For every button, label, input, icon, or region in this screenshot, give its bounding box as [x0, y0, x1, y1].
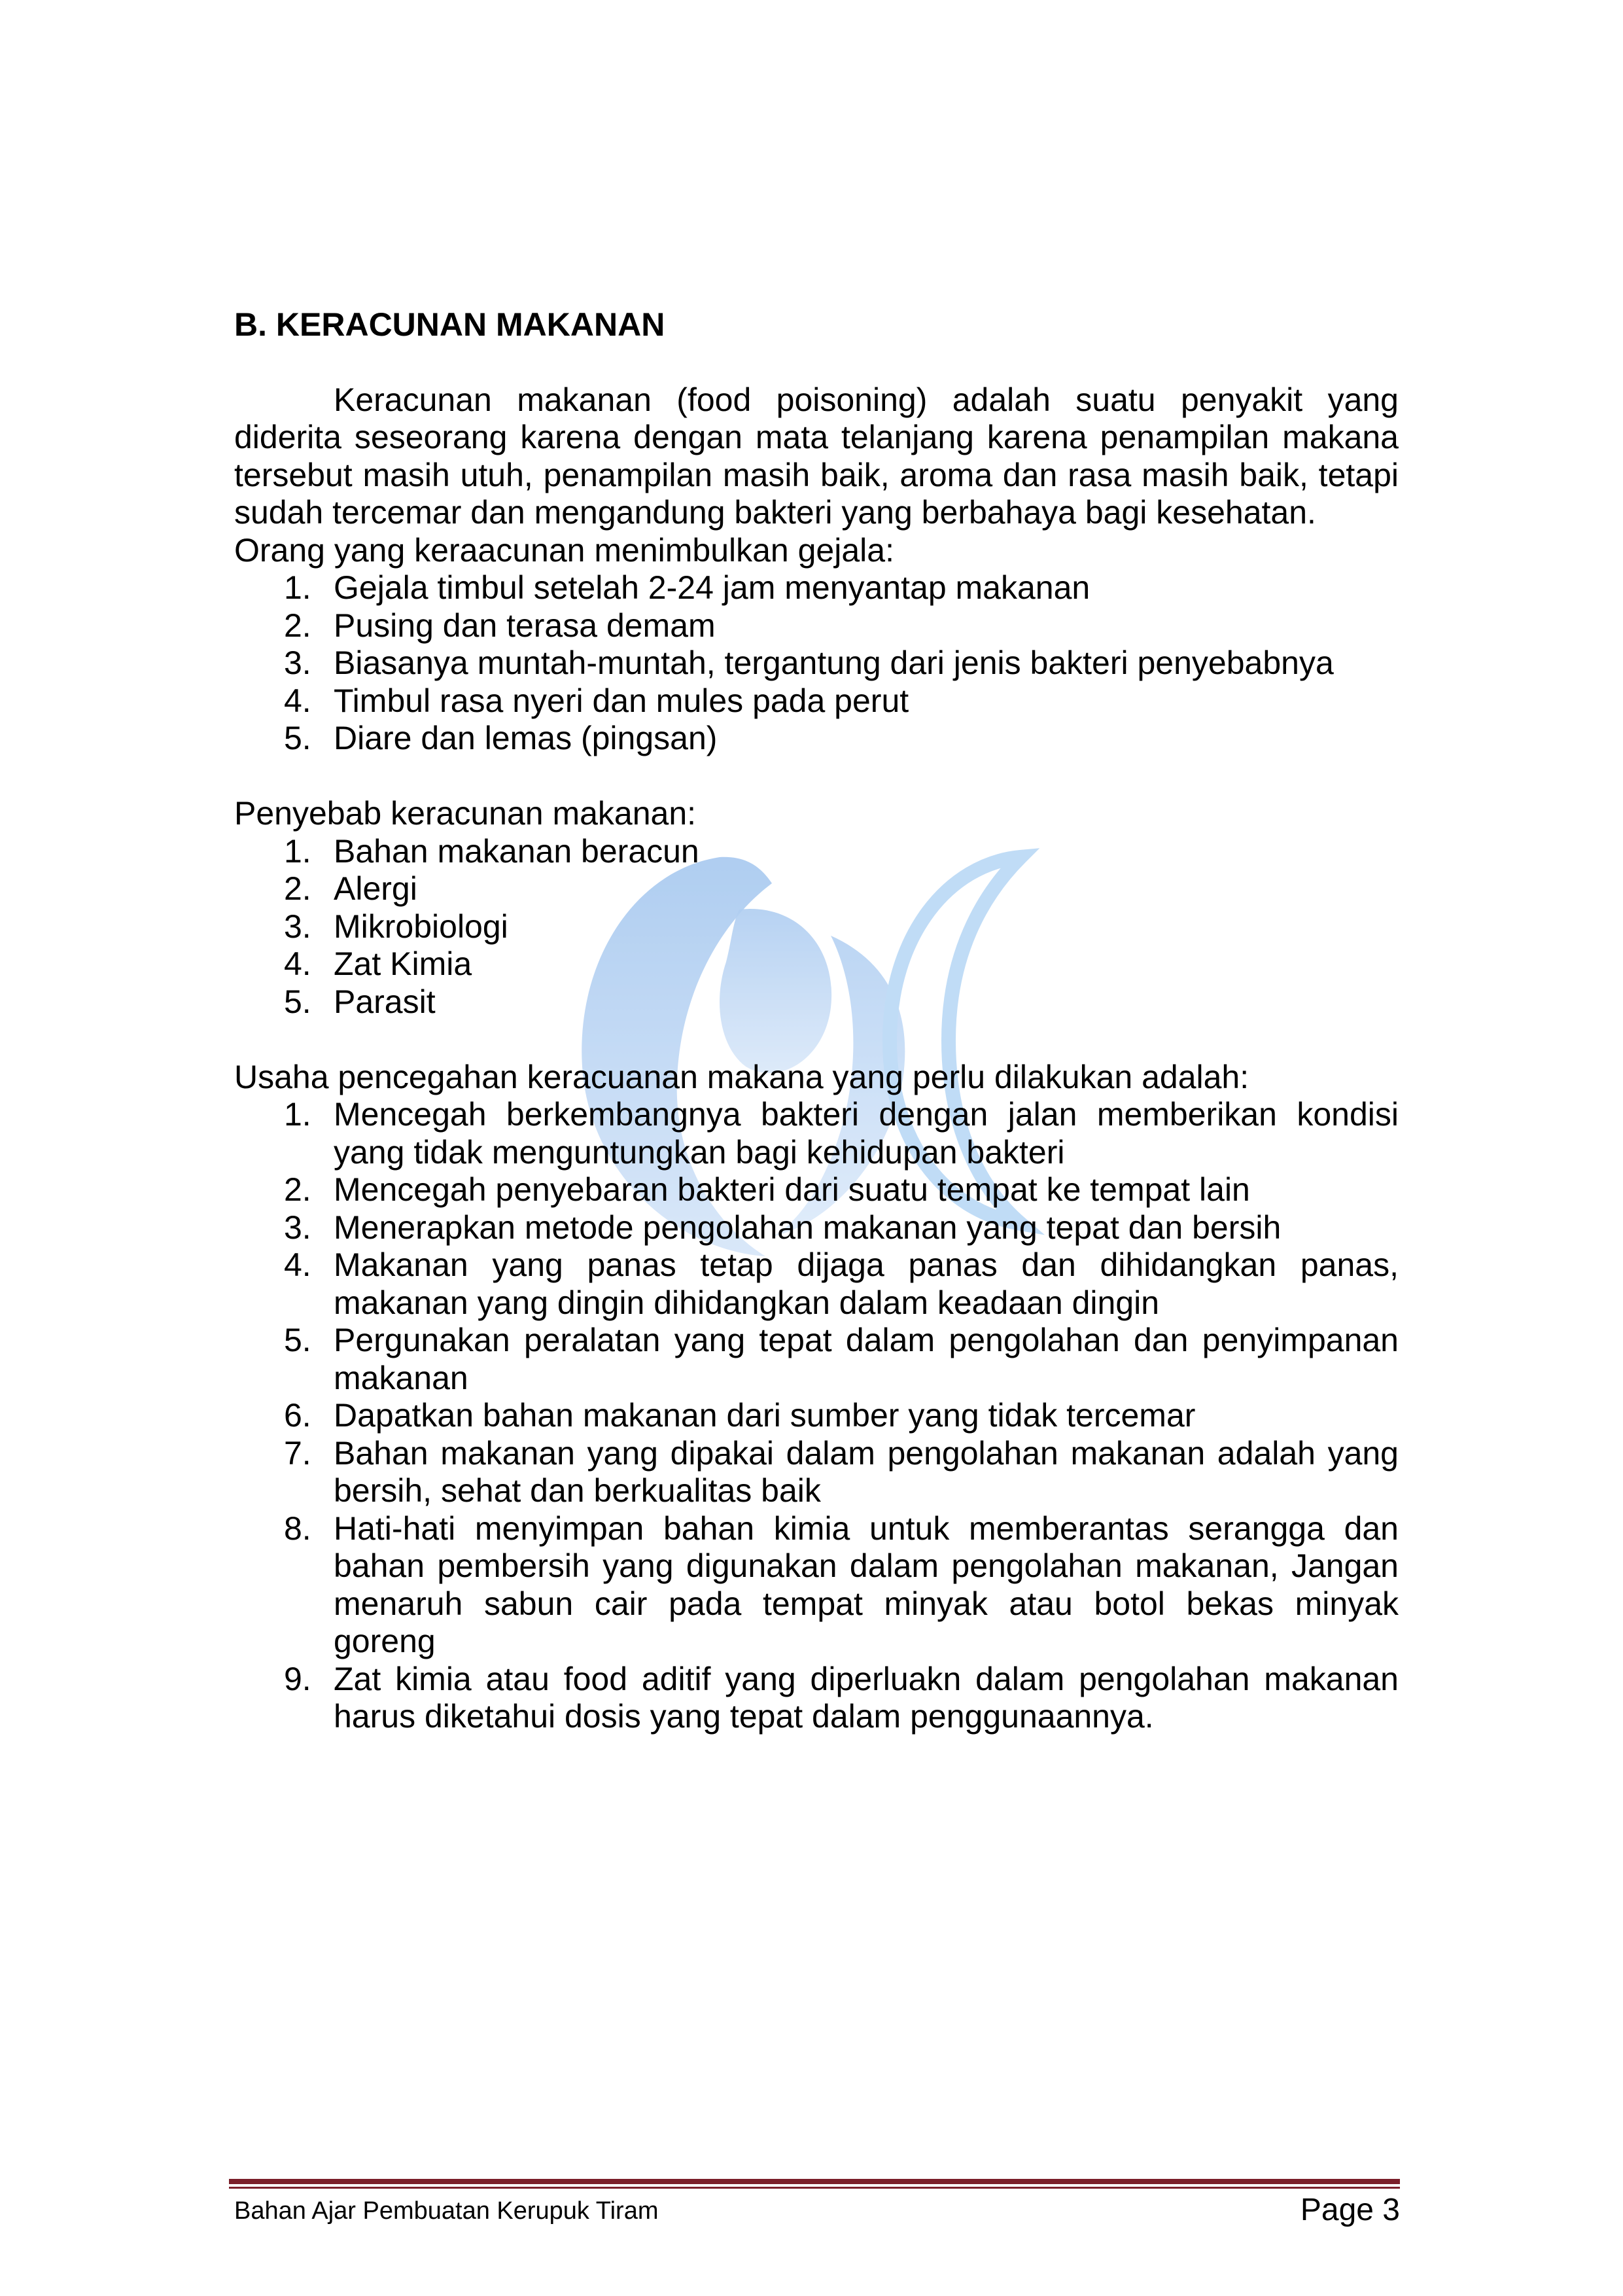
page-number: Page 3 [1300, 2193, 1400, 2227]
list-item [234, 983, 1399, 1021]
list-text: Hati-hati menyimpan bahan kimia untuk memberantas serangga dan bahan pembersih yang digunakan dalam pengolahan makanan, Jangan menaruh sabun cair pada tempat minyak atau botol bekas minyak goreng [334, 1510, 1399, 1659]
causes-lead: Penyebab keracunan makanan: [234, 795, 697, 832]
footer-divider [229, 2179, 1400, 2189]
list-number: 5. [284, 983, 311, 1020]
causes-list [234, 833, 1399, 1021]
list-text: Gejala timbul setelah 2-24 jam menyantap makanan [334, 569, 1091, 606]
footer-rule-thin [229, 2187, 1400, 2189]
list-number: 1. [284, 832, 311, 870]
prevention-list [234, 1096, 1399, 1736]
list-number: 3. [284, 1209, 311, 1246]
list-number: 1. [284, 569, 311, 606]
list-text: Pusing dan terasa demam [334, 607, 716, 644]
list-number: 4. [284, 945, 311, 982]
section-heading: B. KERACUNAN MAKANAN [234, 306, 665, 343]
list-item [234, 1435, 1399, 1510]
list-number: 5. [284, 720, 311, 756]
list-text: Makanan yang panas tetap dijaga panas dan dihidangkan panas, makanan yang dingin dihidangkan dalam keadaan dingin [334, 1246, 1399, 1321]
list-text: Parasit [334, 983, 436, 1020]
list-item [234, 569, 1399, 607]
footer-title: Bahan Ajar Pembuatan Kerupuk Tiram [234, 2197, 659, 2225]
list-item [234, 1209, 1399, 1247]
list-text: Menerapkan metode pengolahan makanan yang tepat dan bersih [334, 1209, 1282, 1246]
symptoms-lead: Orang yang keraacunan menimbulkan gejala: [234, 531, 894, 569]
list-item [234, 1322, 1399, 1397]
list-number: 3. [284, 645, 311, 681]
list-text: Bahan makanan yang dipakai dalam pengolahan makanan adalah yang bersih, sehat dan berkualitas baik [334, 1434, 1399, 1509]
list-text: Biasanya muntah-muntah, tergantung dari jenis bakteri penyebabnya [334, 645, 1334, 681]
list-item [234, 908, 1399, 946]
list-text: Alergi [334, 870, 417, 907]
list-item [234, 945, 1399, 983]
list-item [234, 1246, 1399, 1322]
list-text: Bahan makanan beracun [334, 832, 699, 870]
list-text: Mencegah penyebaran bakteri dari suatu tempat ke tempat lain [334, 1171, 1250, 1208]
list-number: 2. [284, 1171, 311, 1208]
list-text: Dapatkan bahan makanan dari sumber yang tidak tercemar [334, 1397, 1196, 1434]
list-text: Diare dan lemas (pingsan) [334, 720, 718, 756]
list-number: 8. [284, 1510, 311, 1547]
list-text: Mikrobiologi [334, 908, 508, 945]
page-body [234, 306, 1399, 1736]
list-number: 9. [284, 1660, 311, 1697]
list-number: 2. [284, 607, 311, 644]
list-number: 1. [284, 1096, 311, 1133]
list-item [234, 1661, 1399, 1736]
list-item [234, 833, 1399, 871]
list-number: 3. [284, 908, 311, 945]
footer-rule-thick [229, 2179, 1400, 2184]
symptoms-list [234, 569, 1399, 758]
list-item [234, 1096, 1399, 1171]
list-number: 7. [284, 1434, 311, 1472]
intro-paragraph: Keracunan makanan (food poisoning) adalah suatu penyakit yang diderita seseorang karena dengan mata telanjang karena penampilan makana tersebut masih utuh, penampilan masih baik, aroma dan rasa masih baik, tetapi sudah tercemar dan mengandung bakteri yang berbahaya bagi kesehatan. [234, 381, 1399, 531]
prevention-lead: Usaha pencegahan keracuanan makana yang perlu dilakukan adalah: [234, 1058, 1249, 1095]
list-item [234, 607, 1399, 645]
list-text: Pergunakan peralatan yang tepat dalam pengolahan dan penyimpanan makanan [334, 1322, 1399, 1396]
list-item [234, 1397, 1399, 1435]
list-item [234, 1510, 1399, 1661]
list-text: Zat Kimia [334, 945, 472, 982]
list-number: 2. [284, 870, 311, 907]
list-number: 4. [284, 682, 311, 719]
list-item [234, 870, 1399, 908]
list-item [234, 682, 1399, 720]
list-item [234, 1171, 1399, 1209]
list-number: 5. [284, 1322, 311, 1358]
list-number: 6. [284, 1397, 311, 1434]
list-item [234, 645, 1399, 682]
list-number: 4. [284, 1246, 311, 1283]
list-text: Timbul rasa nyeri dan mules pada perut [334, 682, 909, 719]
list-item [234, 720, 1399, 758]
list-text: Mencegah berkembangnya bakteri dengan jalan memberikan kondisi yang tidak menguntungkan bagi kehidupan bakteri [334, 1096, 1399, 1171]
list-text: Zat kimia atau food aditif yang diperluakn dalam pengolahan makanan harus diketahui dosis yang tepat dalam penggunaannya. [334, 1660, 1399, 1735]
